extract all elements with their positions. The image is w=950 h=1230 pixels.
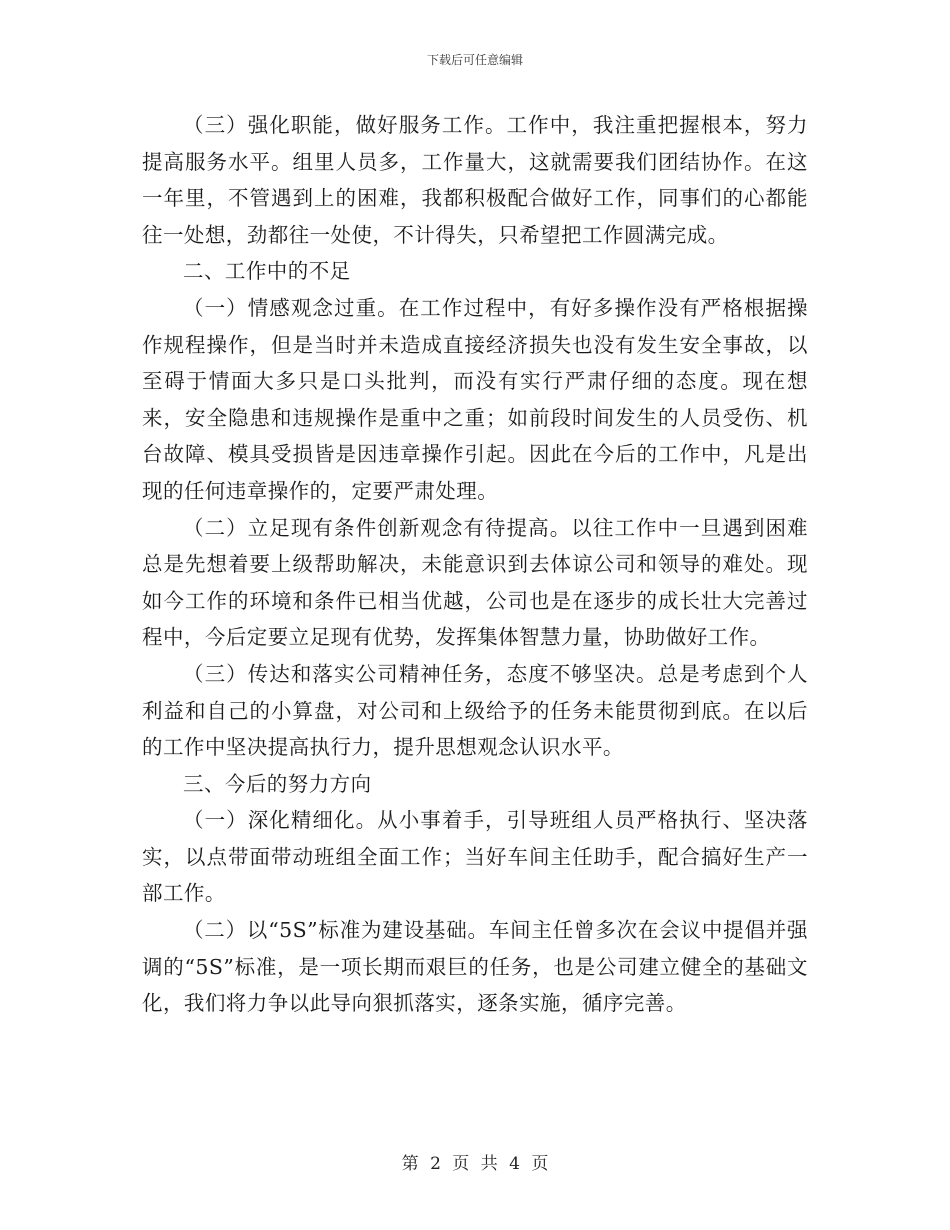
paragraph-service-work: （三）强化职能，做好服务工作。工作中，我注重把握根本，努力提高服务水平。组里人员多，工作量大，这就需要我们团结协作。在这一年里，不管遇到上的困难，我都积极配合做好工作，同事们的心都能往一处想，劲都往一处使，不计得失，只希望把工作圆满完成。 (142, 113, 808, 247)
paragraph-innovation-concept: （二）立足现有条件创新观念有待提高。以往工作中一旦遇到困难总是先想着要上级帮助解决，未能意识到去体谅公司和领导的难处。现如今工作的环境和条件已相当优越，公司也是在逐步的成长壮大完善过程中，今后定要立足现有优势，发挥集体智慧力量，协助做好工作。 (142, 515, 808, 650)
paragraph-refinement: （一）深化精细化。从小事着手，引导班组人员严格执行、坚决落实，以点带面带动班组全面工作；当好车间主任助手，配合搞好生产一部工作。 (142, 808, 808, 906)
paragraph-emotion-concept: （一）情感观念过重。在工作过程中，有好多操作没有严格根据操作规程操作，但是当时并未造成直接经济损失也没有发生安全事故，以至碍于情面大多只是口头批判，而没有实行严肃仔细的态度。现在想来，安全隐患和违规操作是重中之重；如前段时间发生的人员受伤、机台故障、模具受损皆是因违章操作引起。因此在今后的工作中，凡是出现的任何违章操作的，定要严肃处理。 (142, 295, 808, 503)
paragraph-5s-standard: （二）以“5S”标准为建设基础。车间主任曾多次在会议中提倡并强调的“5S”标准，是一项长期而艰巨的任务，也是公司建立健全的基础文化，我们将力争以此导向狠抓落实，逐条实施，循序完善。 (142, 918, 808, 1016)
document-body (142, 107, 808, 1022)
paragraph-implementation-attitude: （三）传达和落实公司精神任务，态度不够坚决。总是考虑到个人利益和自己的小算盘，对公司和上级给予的任务未能贯彻到底。在以后的工作中坚决提高执行力，提升思想观念认识水平。 (142, 661, 808, 760)
section-heading-future-direction: 三、今后的努力方向 (183, 771, 372, 796)
page-header: 下载后可任意编辑 (426, 53, 523, 67)
section-heading-shortcomings: 二、工作中的不足 (183, 259, 351, 284)
page-number-footer: 第 2 页 共 4 页 (401, 1154, 549, 1174)
